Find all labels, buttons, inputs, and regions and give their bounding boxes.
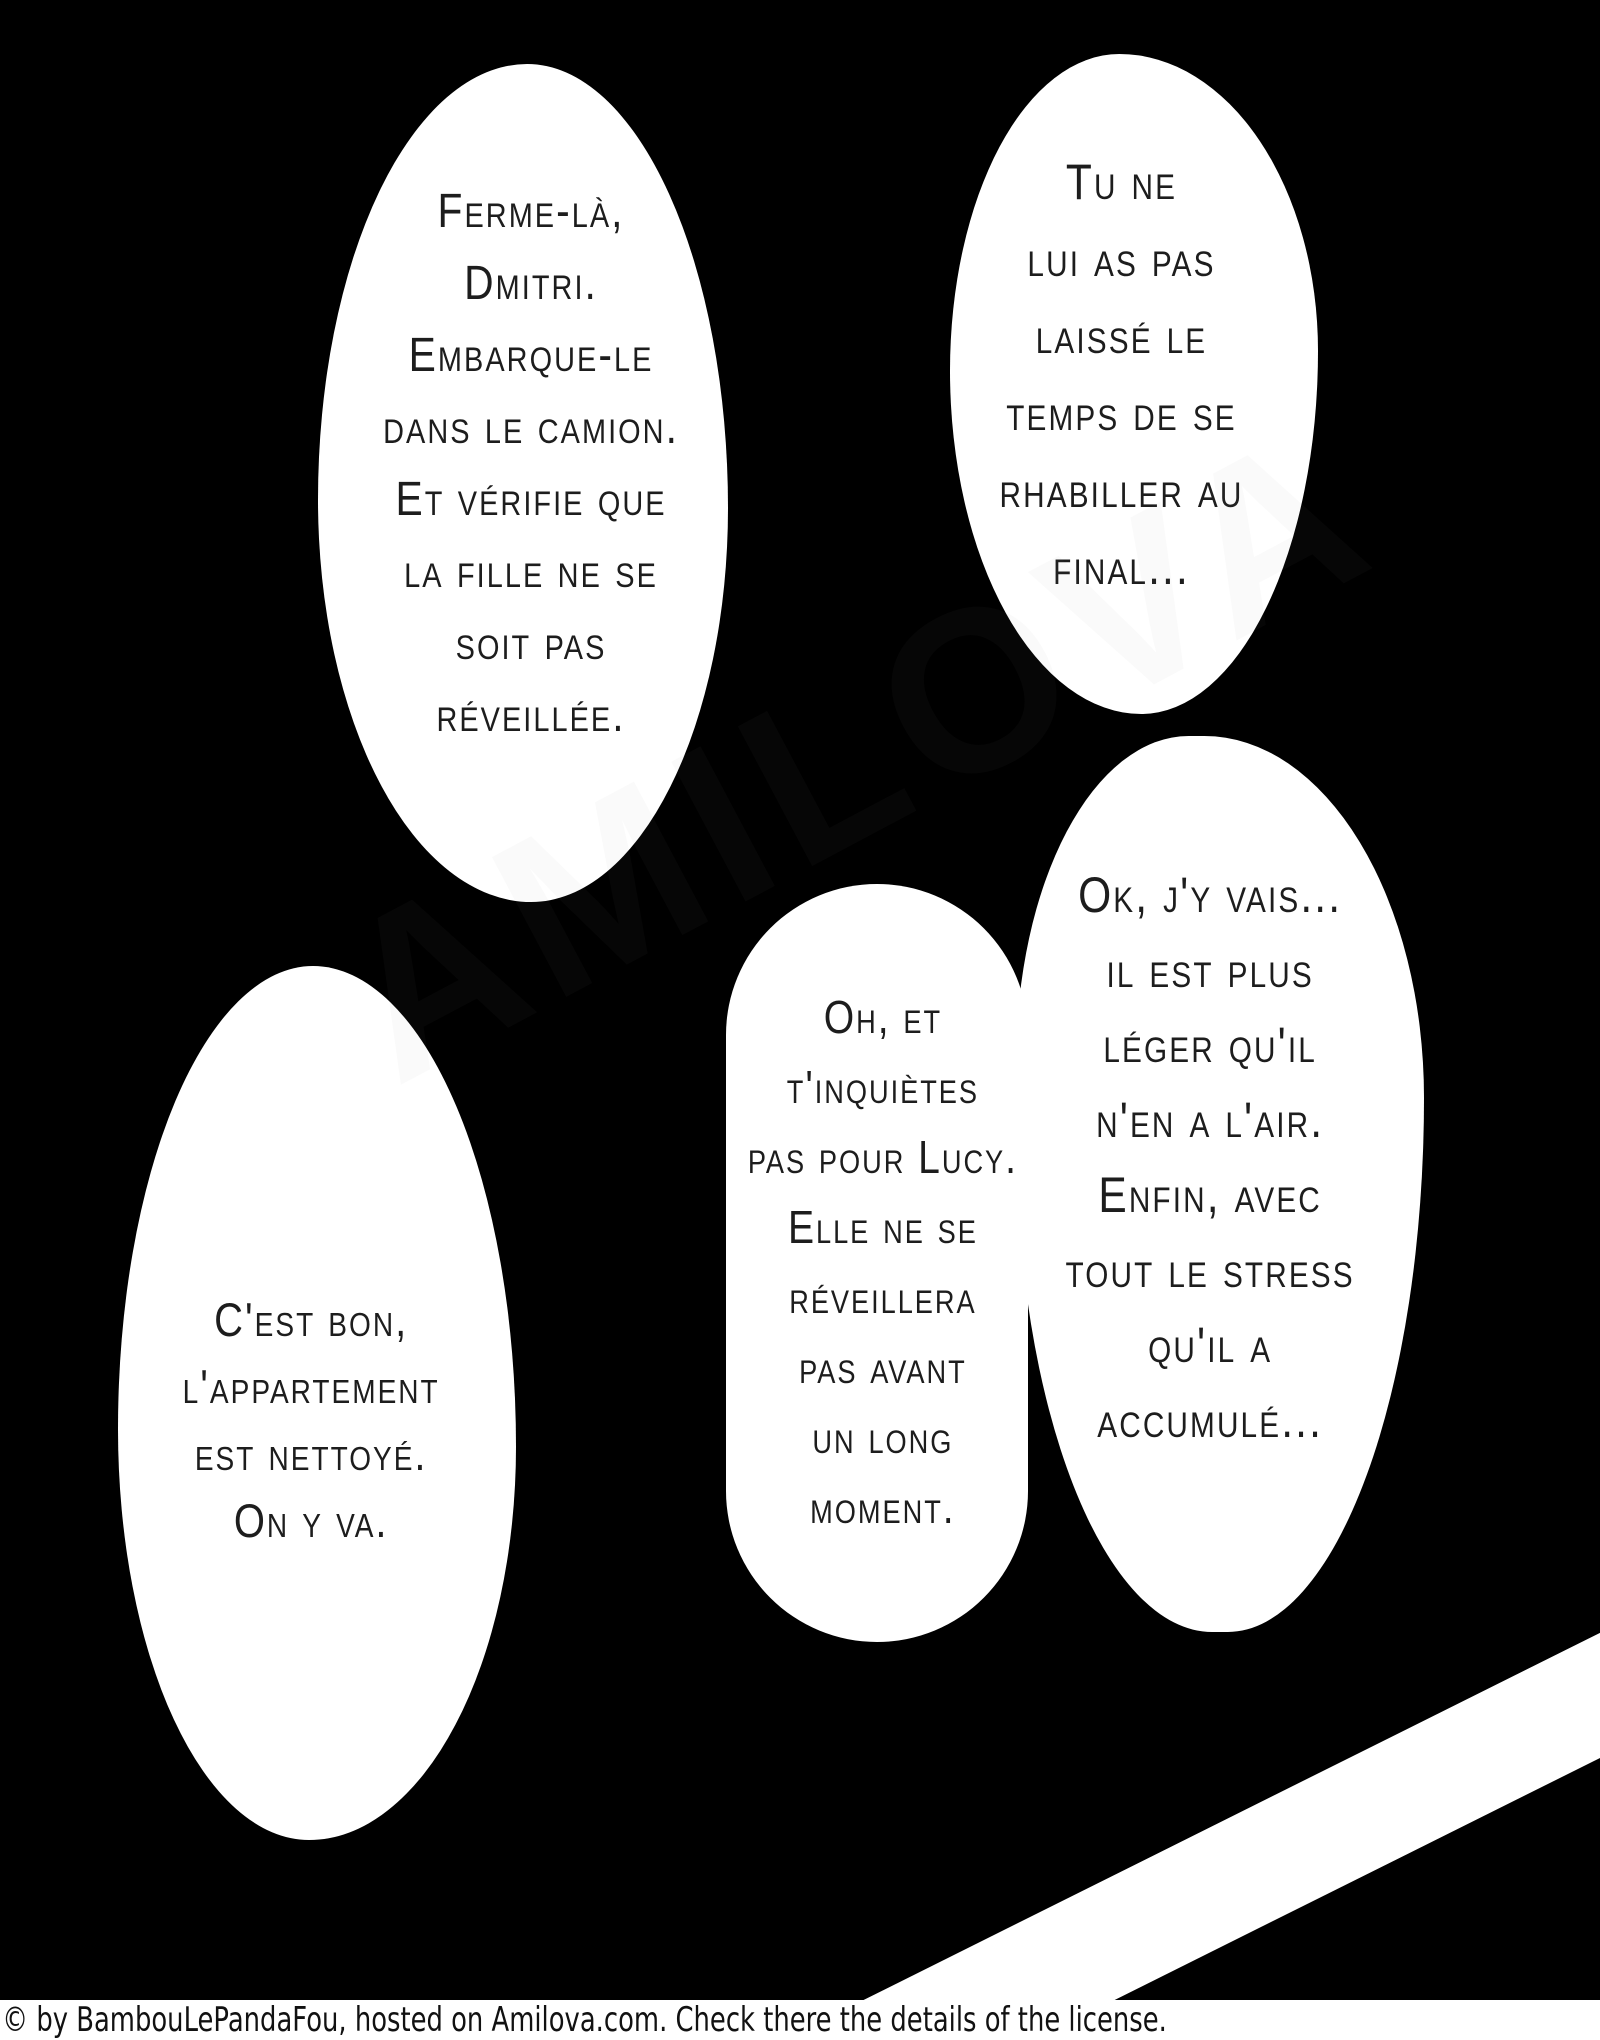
bubble-text-line: qu'il a — [1147, 1317, 1273, 1373]
bubble-text-line: n'en a l'air. — [1095, 1092, 1325, 1148]
bubble-text-line: réveillée. — [436, 689, 626, 742]
bubble-text-line: Elle ne se — [788, 1201, 978, 1253]
bubble-text-line: Enfin, avec — [1098, 1167, 1322, 1223]
bubble-text-line: est nettoyé. — [194, 1427, 428, 1480]
speech-bubble-3 — [1016, 736, 1424, 1632]
bubble-text-line: C'est bon, — [213, 1293, 408, 1346]
bubble-text-line: soit pas — [455, 617, 607, 670]
bubble-text-line: il est plus — [1106, 942, 1314, 998]
bubble-text-line: léger qu'il — [1103, 1017, 1317, 1073]
bubble-text-line: un long — [812, 1411, 954, 1463]
speech-bubble-2-text — [1000, 144, 1244, 606]
bubble-text-line: Ferme-là, — [437, 185, 625, 238]
license-text: © by BambouLePandaFou, hosted on Amilova.com. Check there the details of the license. — [2, 2000, 1167, 2040]
bubble-text-line: final... — [1053, 539, 1191, 595]
bubble-text-line: lui as pas — [1027, 231, 1217, 287]
bubble-text-line: On y va. — [233, 1494, 389, 1547]
bubble-text-line: Tu ne — [1066, 154, 1178, 210]
bubble-text-line: moment. — [810, 1481, 956, 1533]
bubble-text-line: dans le camion. — [383, 401, 679, 454]
speech-bubble-3-text — [1065, 858, 1354, 1458]
bubble-text-line: tout le stress — [1065, 1242, 1355, 1298]
speech-bubble-1-text — [383, 176, 679, 752]
bubble-text-line: pas pour Lucy. — [747, 1131, 1019, 1183]
speech-bubble-5 — [118, 966, 516, 1840]
bubble-text-line: rhabiller au — [1000, 462, 1244, 518]
bubble-text-line: Ok, j'y vais... — [1077, 867, 1343, 923]
bubble-text-line: laissé le — [1036, 308, 1208, 364]
bubble-text-line: accumulé... — [1097, 1392, 1323, 1448]
bubble-text-line: Oh, et — [823, 991, 943, 1043]
bubble-text-line: pas avant — [799, 1341, 967, 1393]
bubble-text-line: t'inquiètes — [786, 1061, 980, 1113]
bubble-text-line: Dmitri. — [464, 257, 598, 310]
speech-bubble-1 — [318, 64, 728, 902]
license-bar — [0, 2000, 1600, 2040]
bubble-text-line: Embarque-le — [408, 329, 654, 382]
speech-bubble-4-text — [748, 982, 1018, 1542]
bubble-text-line: Et vérifie que — [395, 473, 667, 526]
bubble-text-line: temps de se — [1006, 385, 1238, 441]
speech-bubble-2 — [950, 54, 1318, 714]
bubble-text-line: réveillera — [789, 1271, 977, 1323]
speech-bubble-4 — [726, 884, 1028, 1642]
speech-bubble-5-text — [182, 1286, 439, 1554]
diagonal-stripe — [845, 1581, 1600, 2040]
bubble-text-line: l'appartement — [182, 1360, 440, 1413]
bubble-text-line: la fille ne se — [404, 545, 658, 598]
